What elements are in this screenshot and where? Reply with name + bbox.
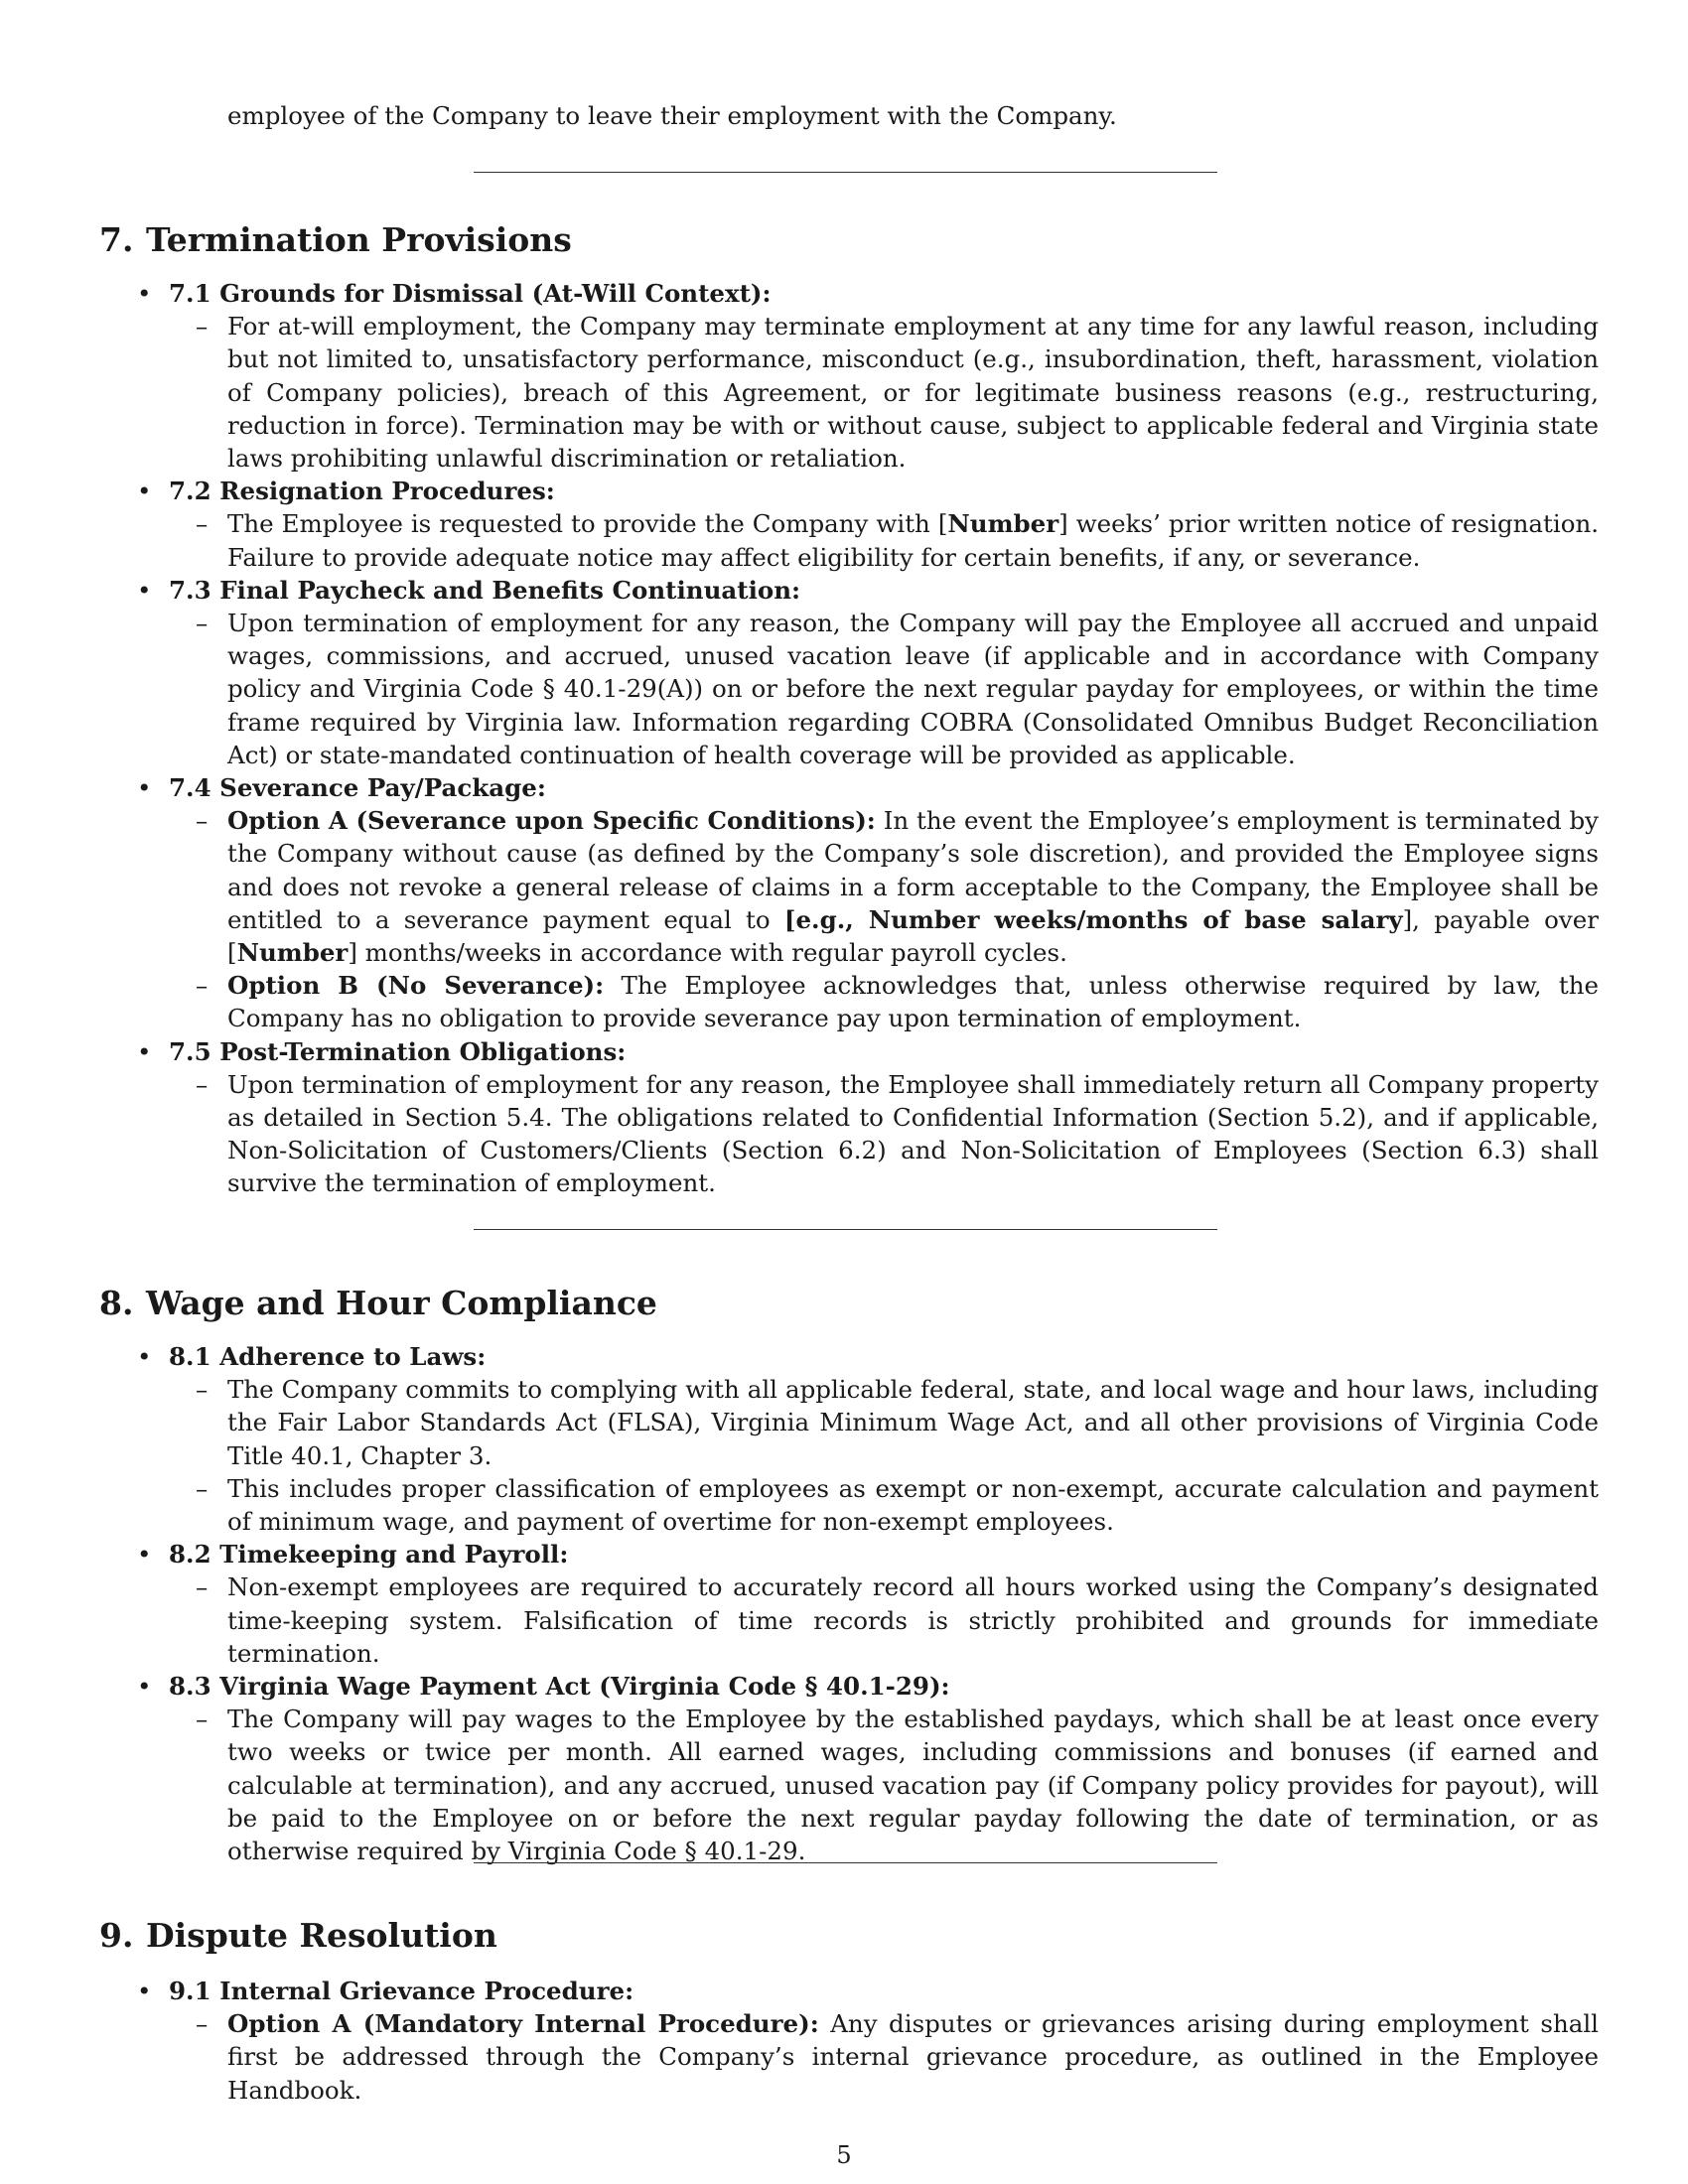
item-heading: 7.1 Grounds for Dismissal (At-Will Context): [169, 279, 772, 308]
section-items [99, 277, 1599, 1200]
dash-icon: – [196, 1705, 209, 1734]
emphasis-text: Number [236, 938, 349, 968]
item-heading: 8.1 Adherence to Laws: [169, 1342, 487, 1371]
emphasis-text: Number [947, 509, 1059, 539]
dash-icon: – [196, 971, 209, 1001]
list-item [99, 277, 1599, 475]
sub-list [169, 2007, 1599, 2107]
section-heading [99, 1284, 657, 1323]
list-item [99, 1670, 1599, 1867]
section-number: 7. [99, 220, 134, 259]
dash-icon: – [196, 509, 209, 539]
item-heading: 9.1 Internal Grievance Procedure: [169, 1977, 634, 2005]
body-text: ] weeks’ prior written notice of resignation. Failure to provide adequate notice may affect eligibility for certain benefits, if any, or severance. [227, 509, 1600, 572]
dash-icon: – [196, 1069, 209, 1099]
bullet-icon: • [137, 1540, 152, 1570]
sub-item [169, 969, 1599, 1034]
dash-icon: – [196, 609, 209, 638]
bullet-icon: • [137, 1977, 152, 2005]
sub-list [169, 507, 1599, 573]
sub-list [169, 310, 1599, 475]
dash-icon: – [196, 1473, 209, 1503]
sub-item [169, 2007, 1599, 2107]
body-text: This includes proper classification of employees as exempt or non-exempt, accurate calculation and payment of minimum wage, and payment of overtime for non-exempt employees. [227, 1473, 1599, 1537]
emphasis-text: Option B (No Severance): [227, 971, 605, 1001]
section-title: Dispute Resolution [146, 1916, 497, 1955]
item-heading: 7.2 Resignation Procedures: [169, 477, 555, 506]
section-number: 9. [99, 1916, 134, 1955]
list-item [99, 475, 1599, 574]
sub-list [169, 1570, 1599, 1670]
body-text: The Company will pay wages to the Employee by the established paydays, which shall be at least once every two weeks or twice per month. All earned wages, including commissions and bonuses (if earned and calculable at termination), and any accrued, unused vacation pay (if Company policy provides for payout), will be paid to the Employee on or before the next regular payday following the date of termination, or as otherwise required by Virginia Code § 40.1-29. [227, 1705, 1599, 1866]
item-heading: 7.3 Final Paycheck and Benefits Continuation: [169, 575, 801, 605]
item-heading: 7.5 Post-Termination Obligations: [169, 1036, 627, 1066]
bullet-icon: • [137, 1672, 152, 1702]
body-text: ], payable over [ [227, 904, 1599, 968]
body-text: Upon termination of employment for any reason, the Employee shall immediately return all Company property as detailed in Section 5.4. The obligations related to Confidential Information (Section 5.2), and if applicable, Non-Solicitation of Customers/Clients (Section 6.2) and Non-Solicitation of Employees (Section 6.3) shall survive the termination of employment. [227, 1069, 1599, 1198]
sub-item [169, 1068, 1599, 1200]
sub-list [169, 1373, 1599, 1538]
sub-item [169, 507, 1599, 573]
body-text: ] months/weeks in accordance with regular payroll cycles. [348, 938, 1067, 968]
dash-icon: – [196, 1572, 209, 1602]
sub-item [169, 1472, 1599, 1538]
emphasis-text: Option A (Severance upon Specific Conditions): [227, 806, 876, 836]
body-text: The Employee is requested to provide the Company with [ [227, 509, 948, 539]
body-text: In the event the Employee’s employment is terminated by the Company without cause (as defined by the Company’s sole discretion), and provided the Employee signs and does not revoke a general release of claims in a form acceptable to the Company, the Employee shall be entitled to a severance payment equal to [227, 806, 1600, 934]
section-items [99, 1975, 1599, 2107]
emphasis-text: Option A (Mandatory Internal Procedure): [227, 2009, 819, 2039]
body-text: Any disputes or grievances arising during employment shall first be addressed through the Company’s internal grievance procedure, as outlined in the Employee Handbook. [227, 2009, 1600, 2105]
sub-list [169, 607, 1599, 771]
body-text: Upon termination of employment for any reason, the Company will pay the Employee all accrued and unpaid wages, commissions, and accrued, unused vacation leave (if applicable and in accordance with Company policy and Virginia Code § 40.1-29(A)) on or before the next regular payday for employees, or within the time frame required by Virginia law. Information regarding COBRA (Consolidated Omnibus Budget Reconciliation Act) or state-mandated continuation of health coverage will be provided as applicable. [227, 609, 1599, 769]
section-divider [474, 1229, 1217, 1230]
sub-item [169, 1570, 1599, 1670]
bullet-icon: • [137, 1342, 152, 1371]
item-heading: 8.3 Virginia Wage Payment Act (Virginia Code § 40.1-29): [169, 1672, 950, 1702]
sub-item [169, 804, 1599, 969]
body-text: The Employee acknowledges that, unless otherwise required by law, the Company has no obligation to provide severance pay upon termination of employment. [227, 971, 1600, 1033]
sub-item [169, 607, 1599, 771]
sub-item [169, 1703, 1599, 1867]
list-item [99, 1538, 1599, 1670]
emphasis-text: [e.g., Number weeks/months of base salary [783, 904, 1403, 934]
section-title: Wage and Hour Compliance [146, 1284, 657, 1322]
item-heading: 8.2 Timekeeping and Payroll: [169, 1540, 569, 1570]
list-item [99, 1340, 1599, 1538]
item-heading: 7.4 Severance Pay/Package: [169, 773, 546, 803]
body-text: For at-will employment, the Company may terminate employment at any time for any lawful reason, including but not limited to, unsatisfactory performance, misconduct (e.g., insubordination, theft, harassment, violation of Company policies), breach of this Agreement, or for legitimate business reasons (e.g., restructuring, reduction in force). Termination may be with or without cause, subject to applicable federal and Virginia state laws prohibiting unlawful discrimination or retaliation. [227, 312, 1599, 474]
bullet-icon: • [137, 477, 152, 506]
section-title: Termination Provisions [146, 220, 572, 259]
dash-icon: – [196, 806, 209, 836]
sub-list [169, 1703, 1599, 1867]
sub-list [169, 804, 1599, 1034]
section-divider [474, 1862, 1217, 1863]
sub-list [169, 1068, 1599, 1200]
body-text: Non-exempt employees are required to accurately record all hours worked using the Company’s designated time-keeping system. Falsification of time records is strictly prohibited and grounds for immediate termination. [227, 1572, 1599, 1668]
section-divider [474, 172, 1217, 173]
page-number: 5 [836, 2141, 852, 2169]
bullet-icon: • [137, 575, 152, 605]
sub-item [169, 1373, 1599, 1472]
list-item [99, 1975, 1599, 2107]
list-item [99, 771, 1599, 1035]
dash-icon: – [196, 1375, 209, 1405]
body-text: The Company commits to complying with all applicable federal, state, and local wage and hour laws, including the Fair Labor Standards Act (FLSA), Virginia Minimum Wage Act, and all other provisions of Virginia Code Title 40.1, Chapter 3. [227, 1375, 1599, 1470]
section-number: 8. [99, 1284, 134, 1322]
bullet-icon: • [137, 773, 152, 803]
section-heading [99, 1916, 497, 1956]
continuation-paragraph: employee of the Company to leave their employment with the Company. [227, 101, 1117, 130]
dash-icon: – [196, 312, 209, 341]
sub-item [169, 310, 1599, 475]
bullet-icon: • [137, 1036, 152, 1066]
dash-icon: – [196, 2009, 209, 2039]
list-item [99, 574, 1599, 771]
list-item [99, 1035, 1599, 1200]
section-items [99, 1340, 1599, 1867]
section-heading [99, 220, 572, 260]
bullet-icon: • [137, 279, 152, 308]
